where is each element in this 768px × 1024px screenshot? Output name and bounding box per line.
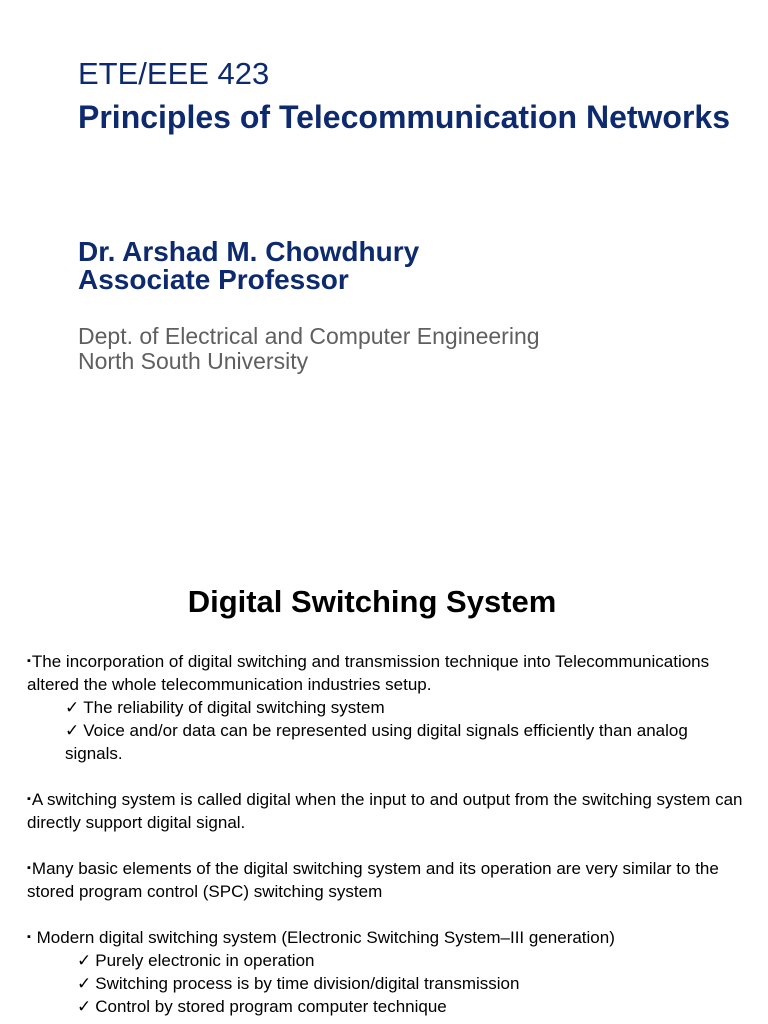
slide-body: [27, 650, 747, 1018]
slide-title: Digital Switching System: [187, 584, 557, 619]
course-title: Principles of Telecommunication Networks: [78, 99, 730, 135]
square-bullet-icon: ▪: [27, 862, 31, 874]
check-item: ✓ Purely electronic in operation: [77, 951, 315, 970]
check-item: ✓ The reliability of digital switching system: [65, 698, 385, 717]
bullet-paragraph: ▪A switching system is called digital when the input to and output from the switching system can directly support digital signal.: [27, 790, 743, 832]
checkmark-icon: ✓: [77, 974, 92, 993]
checkmark-icon: ✓: [65, 721, 80, 740]
checkmark-icon: ✓: [77, 997, 92, 1016]
content-slide: [0, 560, 768, 1024]
instructor-name: Dr. Arshad M. Chowdhury: [78, 236, 420, 267]
instructor-role: Associate Professor: [78, 264, 349, 295]
bullet-paragraph: ▪Many basic elements of the digital switching system and its operation are very similar to the stored program control (SPC) switching system: [27, 859, 719, 901]
check-item: ✓ Control by stored program computer technique: [77, 997, 447, 1016]
bullet-paragraph: ▪The incorporation of digital switching and transmission technique into Telecommunications altered the whole telecommunication industries setup.: [27, 652, 710, 694]
bullet-paragraph: ▪ Modern digital switching system (Electronic Switching System–III generation): [27, 928, 615, 947]
checkmark-icon: ✓: [65, 698, 80, 717]
university: North South University: [78, 348, 309, 374]
square-bullet-icon: ▪: [27, 655, 31, 667]
department: Dept. of Electrical and Computer Engineering: [78, 323, 540, 349]
square-bullet-icon: ▪: [27, 931, 31, 943]
checkmark-icon: ✓: [77, 951, 92, 970]
course-code: ETE/EEE 423: [78, 56, 270, 91]
square-bullet-icon: ▪: [27, 793, 31, 805]
check-item: ✓ Switching process is by time division/digital transmission: [77, 974, 520, 993]
check-item: ✓ Voice and/or data can be represented using digital signals efficiently than analog signals.: [65, 721, 688, 763]
